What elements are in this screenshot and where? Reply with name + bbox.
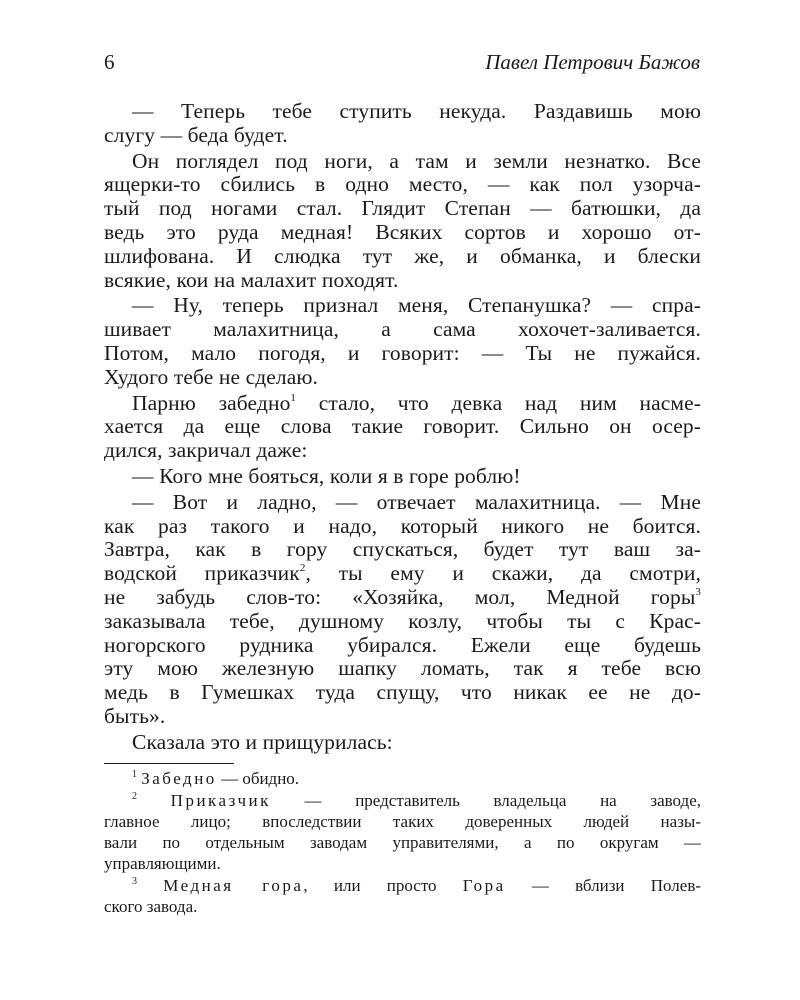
text-line: эту мою железную шапку ломать, так я тебе всю <box>104 657 701 681</box>
text-line: Потом, мало погодя, и говорит: — Ты не пужайся. <box>104 341 701 365</box>
text-line: — Кого мне бояться, коли я в горе роблю! <box>132 464 521 488</box>
text-line: шлифована. И слюдка тут же, и обманка, и блески <box>104 244 701 268</box>
text-line: всякие, кои на малахит походят. <box>104 268 399 292</box>
footnote-term: Гора <box>462 876 506 895</box>
text-line: дился, закричал даже: <box>104 439 308 463</box>
text-line: — Вот и ладно, — отвечает малахитница. — Мне <box>132 490 701 514</box>
footnote-mark: 1 <box>290 391 297 404</box>
footnote-number: 3 <box>132 876 137 887</box>
footnote-line: главное лицо; впоследствии таких доверенных людей назы- <box>104 812 701 831</box>
text-line: шивает малахитница, а сама хохочет-заливается. <box>104 318 701 342</box>
text-line: ящерки-то сбились в одно место, — как пол узорча- <box>104 173 701 197</box>
text-line: Завтра, как в гору спускаться, будет тут ваш за- <box>104 538 701 562</box>
footnote-1: $^1$ Забедно — обидно. <box>132 769 300 788</box>
text-line: хается да еще слова такие говорит. Сильно он осер- <box>104 415 701 439</box>
footnote-number: 1 <box>132 769 137 780</box>
text-line: тый под ногами стал. Глядит Степан — батюшки, да <box>104 197 701 221</box>
page-number: 6 <box>104 50 115 74</box>
footnote-2: $^2$ Приказчик — представитель владельца на заводе, <box>132 791 701 810</box>
footnote-line: управляющими. <box>104 854 221 873</box>
text-line: — Ну, теперь признал меня, Степанушка? — спра- <box>132 294 701 318</box>
footnote-mark: 2 <box>299 562 306 575</box>
text-line: — Теперь тебе ступить некуда. Раздавишь мою <box>132 100 701 123</box>
text-line: Он поглядел под ноги, а там и земли незнатко. Все <box>132 149 701 173</box>
footnote-term: Медная гора <box>163 876 304 895</box>
running-header-author: Павел Петрович Бажов <box>485 50 700 74</box>
text-line: ногорского рудника убирался. Ежели еще будешь <box>104 633 701 657</box>
main-text <box>104 100 701 755</box>
text-line: Худого тебе не сделаю. <box>104 365 318 389</box>
text-line: медь в Гумешках туда спущу, что никак ее не до- <box>104 681 701 705</box>
footnote-mark: 3 <box>695 585 701 598</box>
text-line: не забудь слов-то: «Хозяйка, мол, Медной горы$^3$ <box>104 585 701 609</box>
footnote-term: Забедно <box>141 769 217 788</box>
footnote-term: Приказчик <box>170 791 271 810</box>
text-line: быть». <box>104 704 166 728</box>
footnote-number: 2 <box>132 791 137 802</box>
footnote-line: вали по отдельным заводам управителями, а по округам — <box>104 833 701 852</box>
text-line: слугу — беда будет. <box>104 123 288 147</box>
text-line: Парню забедно$^1$ стало, что девка над ним насме- <box>132 391 701 415</box>
text-line: заказывала тебе, душному козлу, чтобы ты с Крас- <box>104 609 701 633</box>
text-line: Сказала это и прищурилась: <box>132 730 393 754</box>
footnote-3: $^3$ Медная гора, или просто Гора — вблизи Полев- <box>132 876 701 895</box>
footnote-line: ского завода. <box>104 897 198 916</box>
text-line: как раз такого и надо, который никого не боится. <box>104 514 701 538</box>
footnotes <box>104 768 701 917</box>
footnote-separator <box>104 763 234 764</box>
text-line: водской приказчик$^2$, ты ему и скажи, да смотри, <box>104 562 701 586</box>
text-line: ведь это руда медная! Всяких сортов и хорошо от- <box>104 220 701 244</box>
